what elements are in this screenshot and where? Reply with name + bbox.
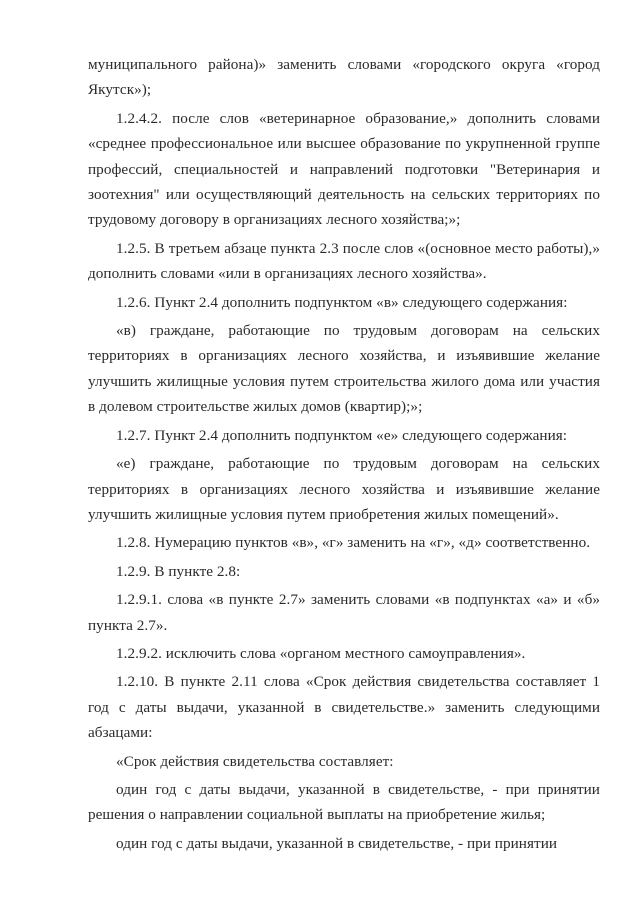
paragraph-1-2-5: 1.2.5. В третьем абзаце пункта 2.3 после слов «(основное место работы),» дополнить словами «или в организациях лесного хозяйства». [88, 239, 600, 283]
paragraph-quote-start: «Срок действия свидетельства составляет: [116, 752, 394, 770]
paragraph-1-2-4-2: 1.2.4.2. после слов «ветеринарное образование,» дополнить словами «среднее профессиональное или высшее образование по укрупненной группе профессий, специальностей и направлений подготовки "Ветеринария и зоотехния" или осуществляющий деятельность на сельских территориях по трудовому договору в организациях лесного хозяйства;»; [88, 109, 600, 229]
paragraph-one-year-purchase: один год с даты выдачи, указанной в свидетельстве, - при принятии решения о направлении социальной выплаты на приобретение жилья; [88, 780, 600, 824]
paragraph-1-2-9: 1.2.9. В пункте 2.8: [116, 562, 241, 580]
paragraph-one-year-continued: один год с даты выдачи, указанной в свидетельстве, - при принятии [116, 834, 558, 852]
paragraph-1-2-8: 1.2.8. Нумерацию пунктов «в», «г» заменить на «г», «д» соответственно. [116, 534, 591, 552]
paragraph-1-2-6-text: «в) граждане, работающие по трудовым договорам на сельских территориях в организациях лесного хозяйства, и изъявившие желание улучшить жилищные условия путем строительства жилого дома или участия в долевом строительстве жилых домов (квартир);»; [88, 322, 600, 416]
paragraph-1-2-7: 1.2.7. Пункт 2.4 дополнить подпунктом «е» следующего содержания: [116, 426, 568, 444]
paragraph-1-2-10: 1.2.10. В пункте 2.11 слова «Срок действия свидетельства составляет 1 год с даты выдачи, указанной в свидетельстве.» заменить следующими абзацами: [88, 673, 600, 742]
paragraph-1-2-9-2: 1.2.9.2. исключить слова «органом местного самоуправления». [116, 644, 526, 662]
paragraph-1-2-6: 1.2.6. Пункт 2.4 дополнить подпунктом «в» следующего содержания: [116, 293, 568, 311]
paragraph-1-2-7-text: «е) граждане, работающие по трудовым договорам на сельских территориях в организациях лесного хозяйства и изъявившие желание улучшить жилищные условия путем приобретения жилых помещений». [88, 455, 600, 523]
document-page [88, 52, 600, 892]
paragraph-1-2-9-1: 1.2.9.1. слова «в пункте 2.7» заменить словами «в подпунктах «а» и «б» пункта 2.7». [88, 591, 600, 634]
paragraph-continuation: муниципального района)» заменить словами «городского округа «город Якутск»); [88, 56, 600, 99]
